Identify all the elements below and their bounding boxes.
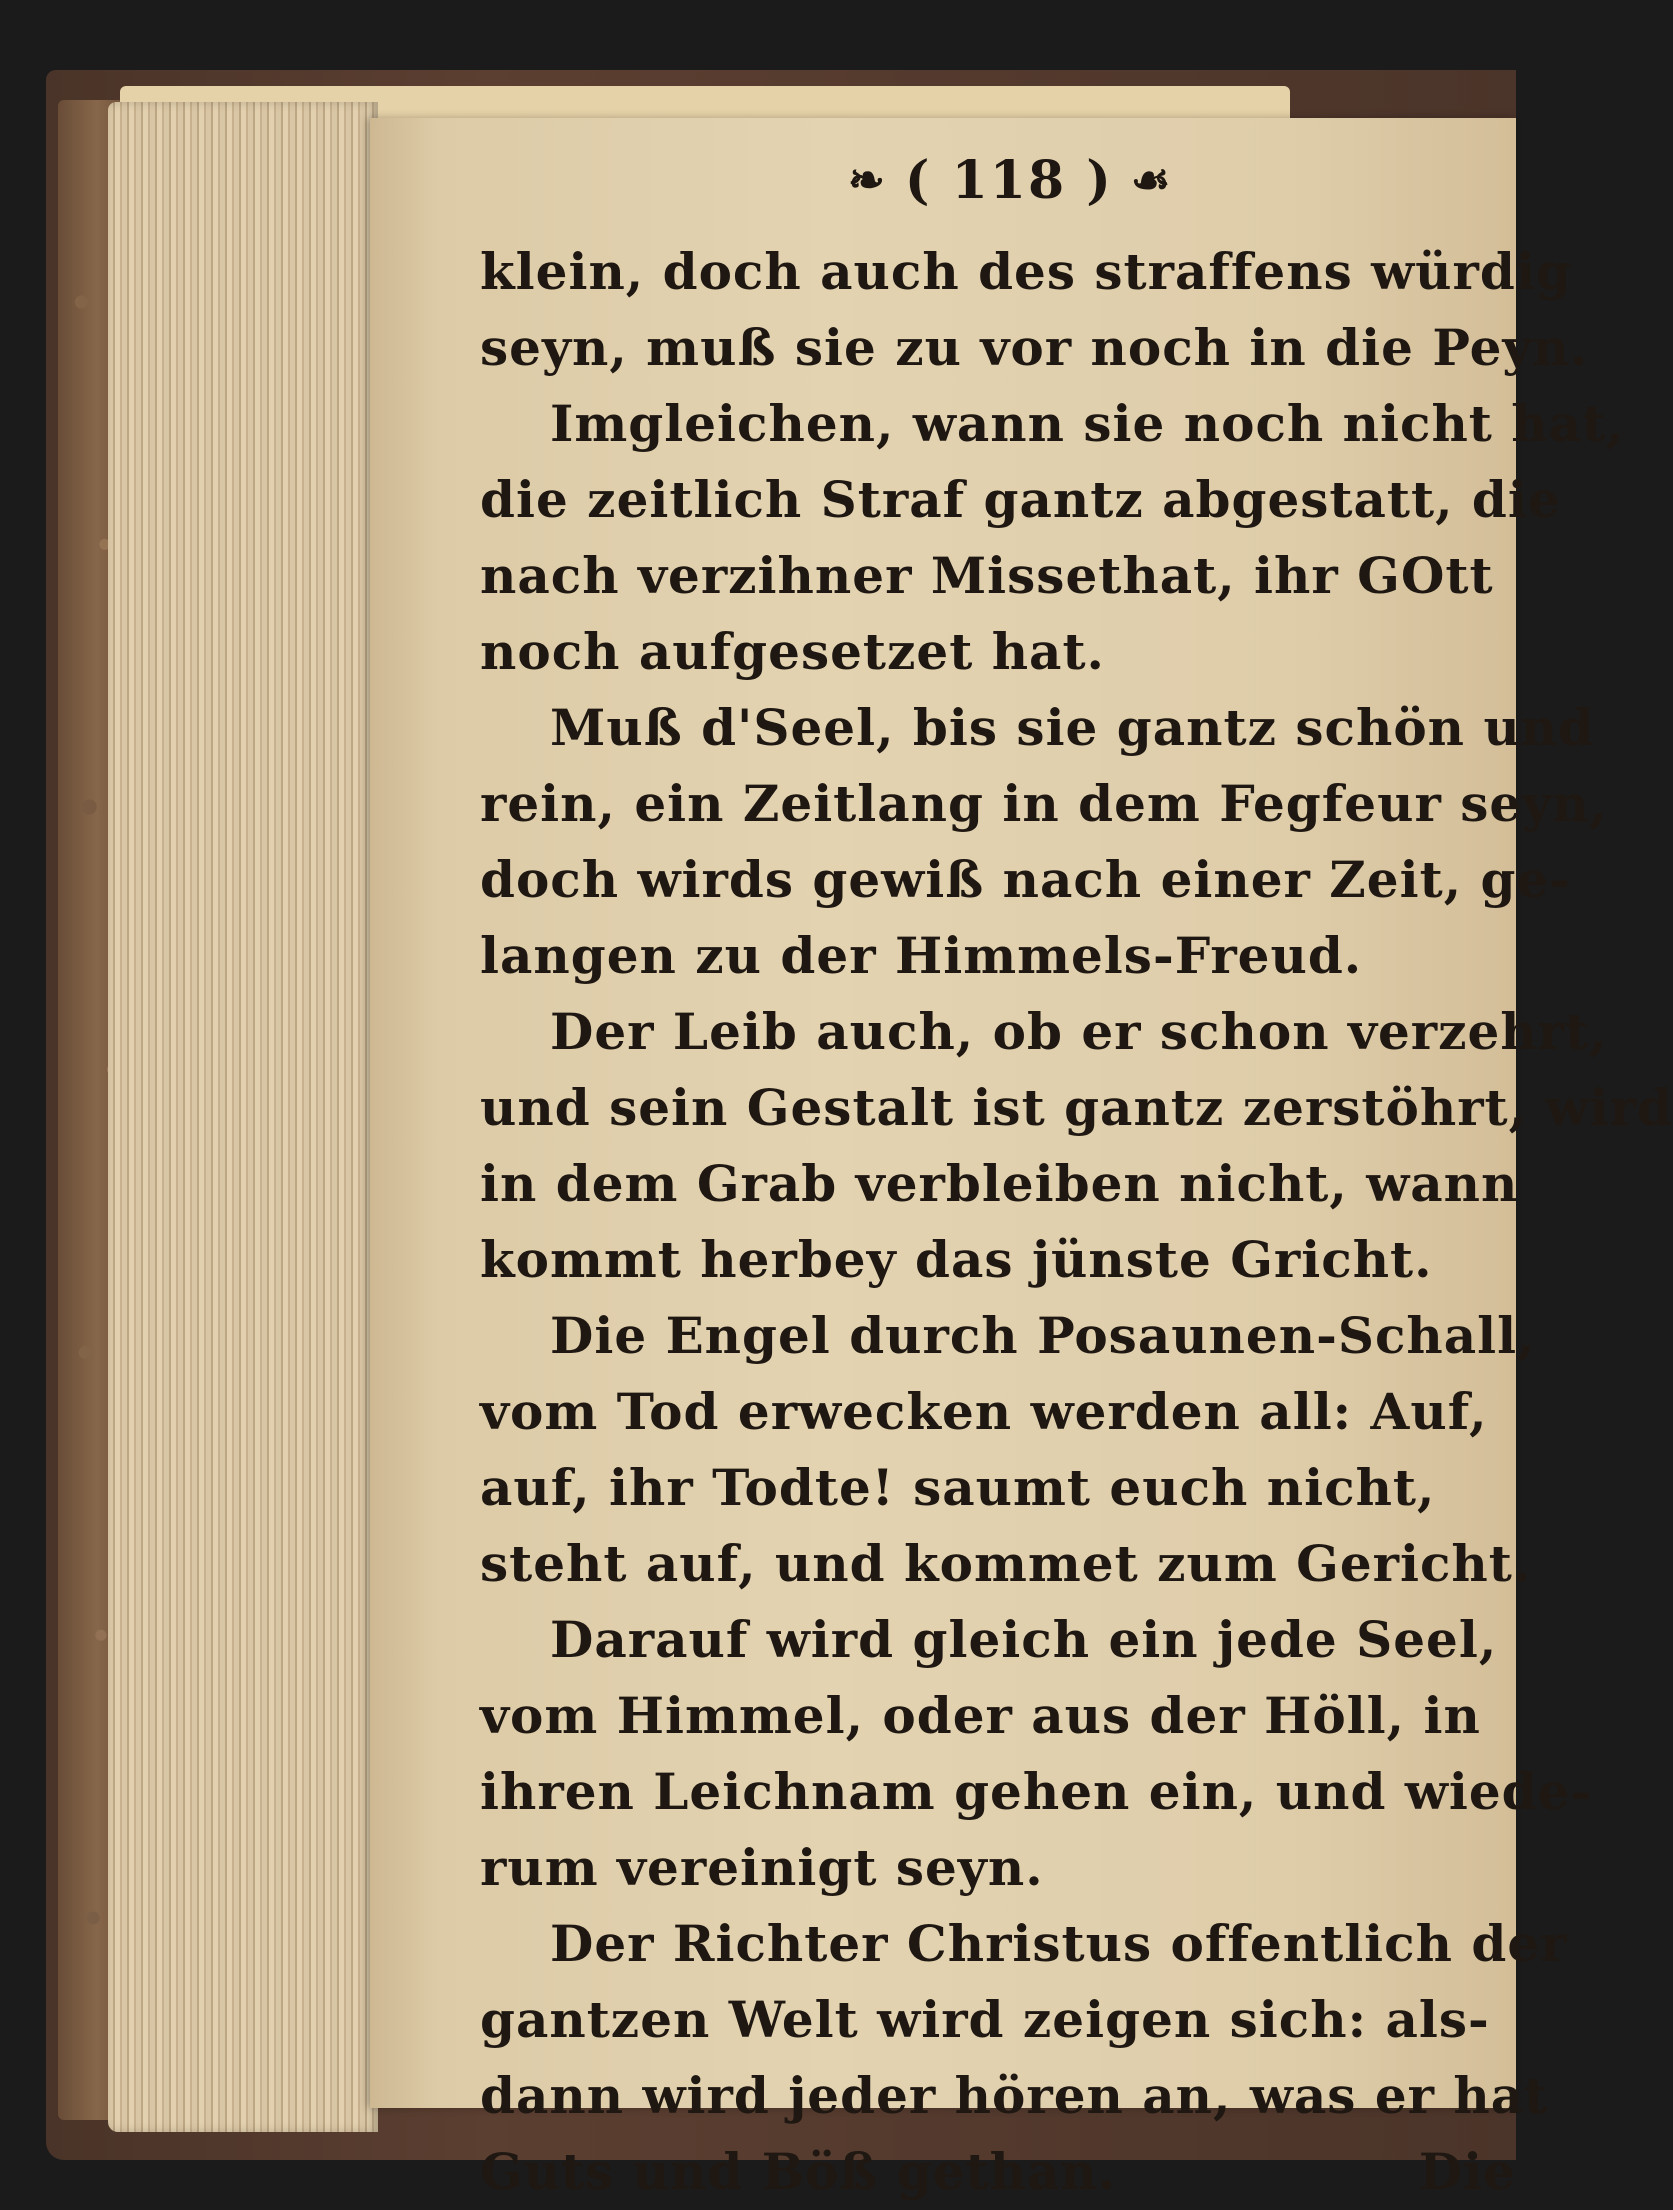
text-line xyxy=(480,1374,1516,1450)
text-line-content: noch aufgesetzet hat. xyxy=(480,622,1105,681)
text-line xyxy=(480,2058,1549,2134)
text-line xyxy=(480,1070,1673,1146)
text-line xyxy=(480,1906,1568,1982)
text-line-content: Guts und Böß gethan. xyxy=(480,2142,1117,2201)
text-line xyxy=(480,1982,1516,2058)
text-line-content: ihren Leichnam gehen ein, und wiede- xyxy=(480,1762,1593,1821)
text-line-content: vom Himmel, oder aus der Höll, in xyxy=(480,1686,1481,1745)
text-line-content: gantzen Welt wird zeigen sich: als- xyxy=(480,1990,1490,2049)
text-line-content: vom Tod erwecken werden all: Auf, xyxy=(480,1382,1488,1441)
ornament-right-icon: ☙ xyxy=(1130,154,1173,206)
text-line xyxy=(480,2134,1516,2210)
text-line-content: Imgleichen, wann sie noch nicht hat, xyxy=(550,394,1625,453)
text-line-content: Der Richter Christus offentlich der xyxy=(550,1914,1568,1973)
text-line xyxy=(480,1526,1532,1602)
text-line xyxy=(480,614,1516,690)
text-line-content: doch wirds gewiß nach einer Zeit, ge- xyxy=(480,850,1572,909)
text-line-content: rein, ein Zeitlang in dem Fegfeur seyn, xyxy=(480,774,1608,833)
text-line xyxy=(480,234,1572,310)
text-line xyxy=(480,994,1608,1070)
text-line-content: seyn, muß sie zu vor noch in die Peyn. xyxy=(480,318,1589,377)
text-line-content: rum vereinigt seyn. xyxy=(480,1838,1044,1897)
text-line xyxy=(480,1222,1516,1298)
page-header xyxy=(480,140,1516,220)
page-text-block xyxy=(480,140,1673,2201)
page-stack-edge xyxy=(108,102,378,2132)
text-line xyxy=(480,1602,1516,1678)
text-line-content: und sein Gestalt ist gantz zerstöhrt, wird xyxy=(480,1078,1673,1137)
catchword: Die xyxy=(1418,2142,1516,2201)
text-line-content: die zeitlich Straf gantz abgestatt, die xyxy=(480,470,1561,529)
text-line-content: auf, ihr Todte! saumt euch nicht, xyxy=(480,1458,1436,1517)
text-line xyxy=(480,1298,1536,1374)
text-line-content: Muß d'Seel, bis sie gantz schön und xyxy=(550,698,1595,757)
text-line-content: in dem Grab verbleiben nicht, wann xyxy=(480,1154,1519,1213)
text-line-content: kommt herbey das jünste Gricht. xyxy=(480,1230,1433,1289)
text-line-content: Die Engel durch Posaunen-Schall, xyxy=(550,1306,1536,1365)
text-line-content: Darauf wird gleich ein jede Seel, xyxy=(550,1610,1498,1669)
page-number: ( 118 ) xyxy=(904,149,1113,211)
text-line xyxy=(480,1678,1516,1754)
text-line-content: nach verzihner Missethat, ihr GOtt xyxy=(480,546,1494,605)
text-line-content: langen zu der Himmels-Freud. xyxy=(480,926,1363,985)
text-line-content: steht auf, und kommet zum Gericht. xyxy=(480,1534,1532,1593)
text-lines xyxy=(480,234,1673,2210)
text-line xyxy=(480,766,1608,842)
text-line xyxy=(480,690,1595,766)
text-line xyxy=(480,310,1589,386)
text-line xyxy=(480,842,1572,918)
ornament-left-icon: ❧ xyxy=(848,154,887,206)
text-line xyxy=(480,462,1561,538)
text-line xyxy=(480,1830,1516,1906)
text-line xyxy=(480,918,1516,994)
text-line xyxy=(480,1450,1516,1526)
text-line xyxy=(480,538,1516,614)
text-line-content: klein, doch auch des straffens würdig xyxy=(480,242,1572,301)
text-line-content: Der Leib auch, ob er schon verzehrt, xyxy=(550,1002,1608,1061)
text-line-content: dann wird jeder hören an, was er hat xyxy=(480,2066,1549,2125)
text-line xyxy=(480,1146,1519,1222)
text-line xyxy=(480,386,1625,462)
text-line xyxy=(480,1754,1593,1830)
